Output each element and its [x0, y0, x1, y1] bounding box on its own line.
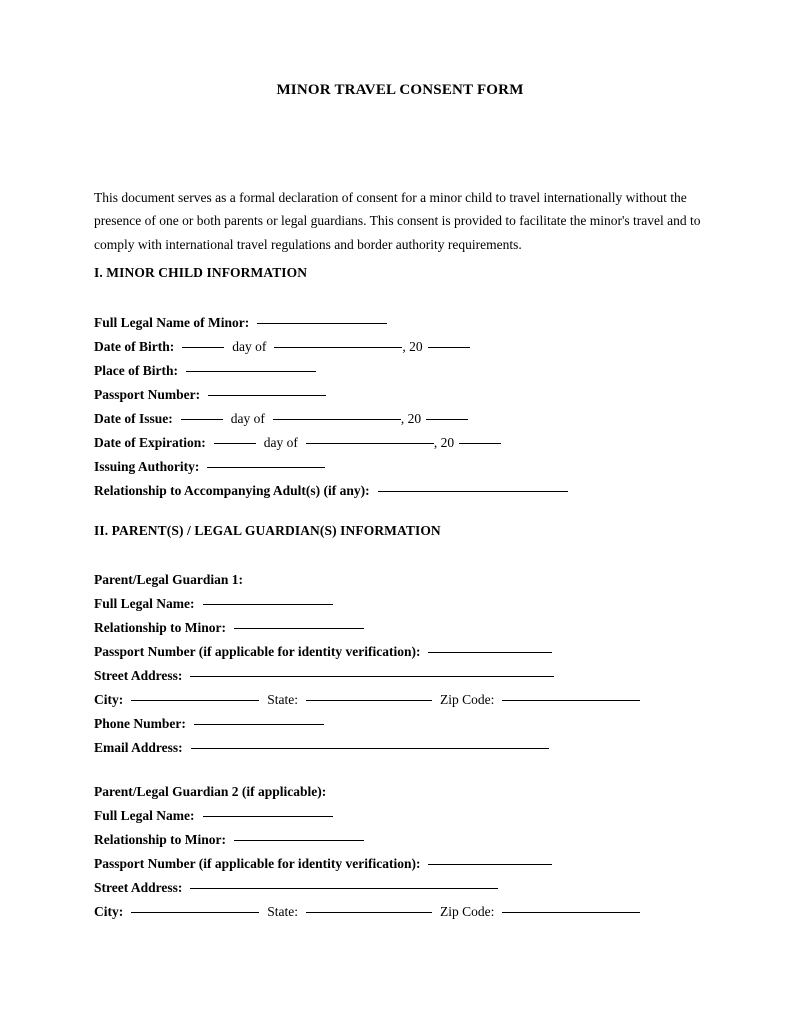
guardian-1-state-blank[interactable]	[306, 700, 432, 701]
date-of-issue-day-blank[interactable]	[181, 419, 223, 420]
guardian-1-passport-number-blank[interactable]	[428, 652, 552, 653]
guardian-2-street-address-blank[interactable]	[190, 888, 498, 889]
field-label: Issuing Authority:	[94, 459, 200, 474]
guardian-2-passport-number-blank[interactable]	[428, 864, 552, 865]
relationship-to-accompanying-adults-blank[interactable]	[378, 491, 568, 492]
date-of-issue-month-blank[interactable]	[273, 419, 401, 420]
field-label: Date of Expiration:	[94, 435, 206, 450]
field-label: Passport Number:	[94, 387, 201, 402]
comma-twenty-text: , 20	[400, 411, 422, 426]
date-of-expiration-month-blank[interactable]	[306, 443, 434, 444]
field-label: Phone Number:	[94, 716, 186, 731]
subsection-label: Parent/Legal Guardian 1:	[94, 572, 244, 587]
field-date-of-birth	[94, 335, 706, 359]
field-guardian-1-passport-number	[94, 640, 706, 664]
guardian-1-email-address-blank[interactable]	[191, 748, 549, 749]
guardian-1-zip-blank[interactable]	[502, 700, 640, 701]
day-of-text: day of	[263, 435, 298, 450]
field-label: Relationship to Accompanying Adult(s) (if any):	[94, 483, 370, 498]
field-guardian-1-phone-number	[94, 712, 706, 736]
field-guardian-1-relationship-to-minor	[94, 616, 706, 640]
field-full-legal-name-of-minor	[94, 311, 706, 335]
guardian-1-full-legal-name-blank[interactable]	[203, 604, 333, 605]
guardian-2-heading	[94, 780, 706, 804]
guardian-2-fields	[94, 780, 706, 924]
state-label: State:	[267, 904, 298, 919]
field-relationship-to-accompanying-adults	[94, 479, 706, 503]
minor-child-fields	[94, 311, 706, 503]
city-label: City:	[94, 904, 124, 919]
guardian-2-full-legal-name-blank[interactable]	[203, 816, 333, 817]
section-heading-minor-child: I. MINOR CHILD INFORMATION	[94, 265, 308, 280]
issuing-authority-blank[interactable]	[207, 467, 325, 468]
field-date-of-issue	[94, 407, 706, 431]
guardian-2-city-blank[interactable]	[131, 912, 259, 913]
date-of-issue-year-blank[interactable]	[426, 419, 468, 420]
field-guardian-2-street-address	[94, 876, 706, 900]
field-guardian-2-relationship-to-minor	[94, 828, 706, 852]
field-place-of-birth	[94, 359, 706, 383]
guardian-2-relationship-to-minor-blank[interactable]	[234, 840, 364, 841]
date-of-birth-year-blank[interactable]	[428, 347, 470, 348]
field-label: Full Legal Name of Minor:	[94, 315, 250, 330]
day-of-text: day of	[232, 339, 267, 354]
guardian-1-heading	[94, 568, 706, 592]
field-date-of-expiration	[94, 431, 706, 455]
full-legal-name-of-minor-blank[interactable]	[257, 323, 387, 324]
place-of-birth-blank[interactable]	[186, 371, 316, 372]
date-of-expiration-day-blank[interactable]	[214, 443, 256, 444]
field-label: Date of Birth:	[94, 339, 175, 354]
guardian-1-relationship-to-minor-blank[interactable]	[234, 628, 364, 629]
field-label: Place of Birth:	[94, 363, 178, 378]
date-of-expiration-year-blank[interactable]	[459, 443, 501, 444]
field-guardian-1-city-state-zip	[94, 688, 706, 712]
page-title: MINOR TRAVEL CONSENT FORM	[276, 82, 524, 98]
field-guardian-1-email-address	[94, 736, 706, 760]
guardian-1-phone-number-blank[interactable]	[194, 724, 324, 725]
zip-label: Zip Code:	[440, 904, 495, 919]
field-label: Street Address:	[94, 880, 183, 895]
field-label: Full Legal Name:	[94, 596, 195, 611]
field-label: Date of Issue:	[94, 411, 173, 426]
field-label: Passport Number (if applicable for identity verification):	[94, 644, 421, 659]
passport-number-blank[interactable]	[208, 395, 326, 396]
field-guardian-2-city-state-zip	[94, 900, 706, 924]
guardian-2-zip-blank[interactable]	[502, 912, 640, 913]
field-label: Passport Number (if applicable for identity verification):	[94, 856, 421, 871]
guardian-1-fields	[94, 568, 706, 760]
guardian-1-city-blank[interactable]	[131, 700, 259, 701]
field-issuing-authority	[94, 455, 706, 479]
field-label: Email Address:	[94, 740, 183, 755]
guardian-1-street-address-blank[interactable]	[190, 676, 554, 677]
field-label: Street Address:	[94, 668, 183, 683]
field-guardian-2-passport-number	[94, 852, 706, 876]
field-label: Relationship to Minor:	[94, 832, 227, 847]
date-of-birth-day-blank[interactable]	[182, 347, 224, 348]
day-of-text: day of	[230, 411, 265, 426]
zip-label: Zip Code:	[440, 692, 495, 707]
date-of-birth-month-blank[interactable]	[274, 347, 402, 348]
guardian-2-state-blank[interactable]	[306, 912, 432, 913]
city-label: City:	[94, 692, 124, 707]
comma-twenty-text: , 20	[433, 435, 455, 450]
comma-twenty-text: , 20	[402, 339, 423, 354]
field-passport-number	[94, 383, 706, 407]
field-guardian-2-full-legal-name	[94, 804, 706, 828]
section-heading-parents-guardians: II. PARENT(S) / LEGAL GUARDIAN(S) INFORMATION	[94, 523, 441, 538]
field-label: Relationship to Minor:	[94, 620, 227, 635]
field-label: Full Legal Name:	[94, 808, 195, 823]
state-label: State:	[267, 692, 298, 707]
field-guardian-1-street-address	[94, 664, 706, 688]
subsection-label: Parent/Legal Guardian 2 (if applicable):	[94, 784, 327, 799]
intro-paragraph: This document serves as a formal declaration of consent for a minor child to travel internationally without the presence of one or both parents or legal guardians. This consent is provided to facilitate the minor's travel and to comply with international travel regulations and border authority requirements.	[94, 189, 701, 252]
field-guardian-1-full-legal-name	[94, 592, 706, 616]
